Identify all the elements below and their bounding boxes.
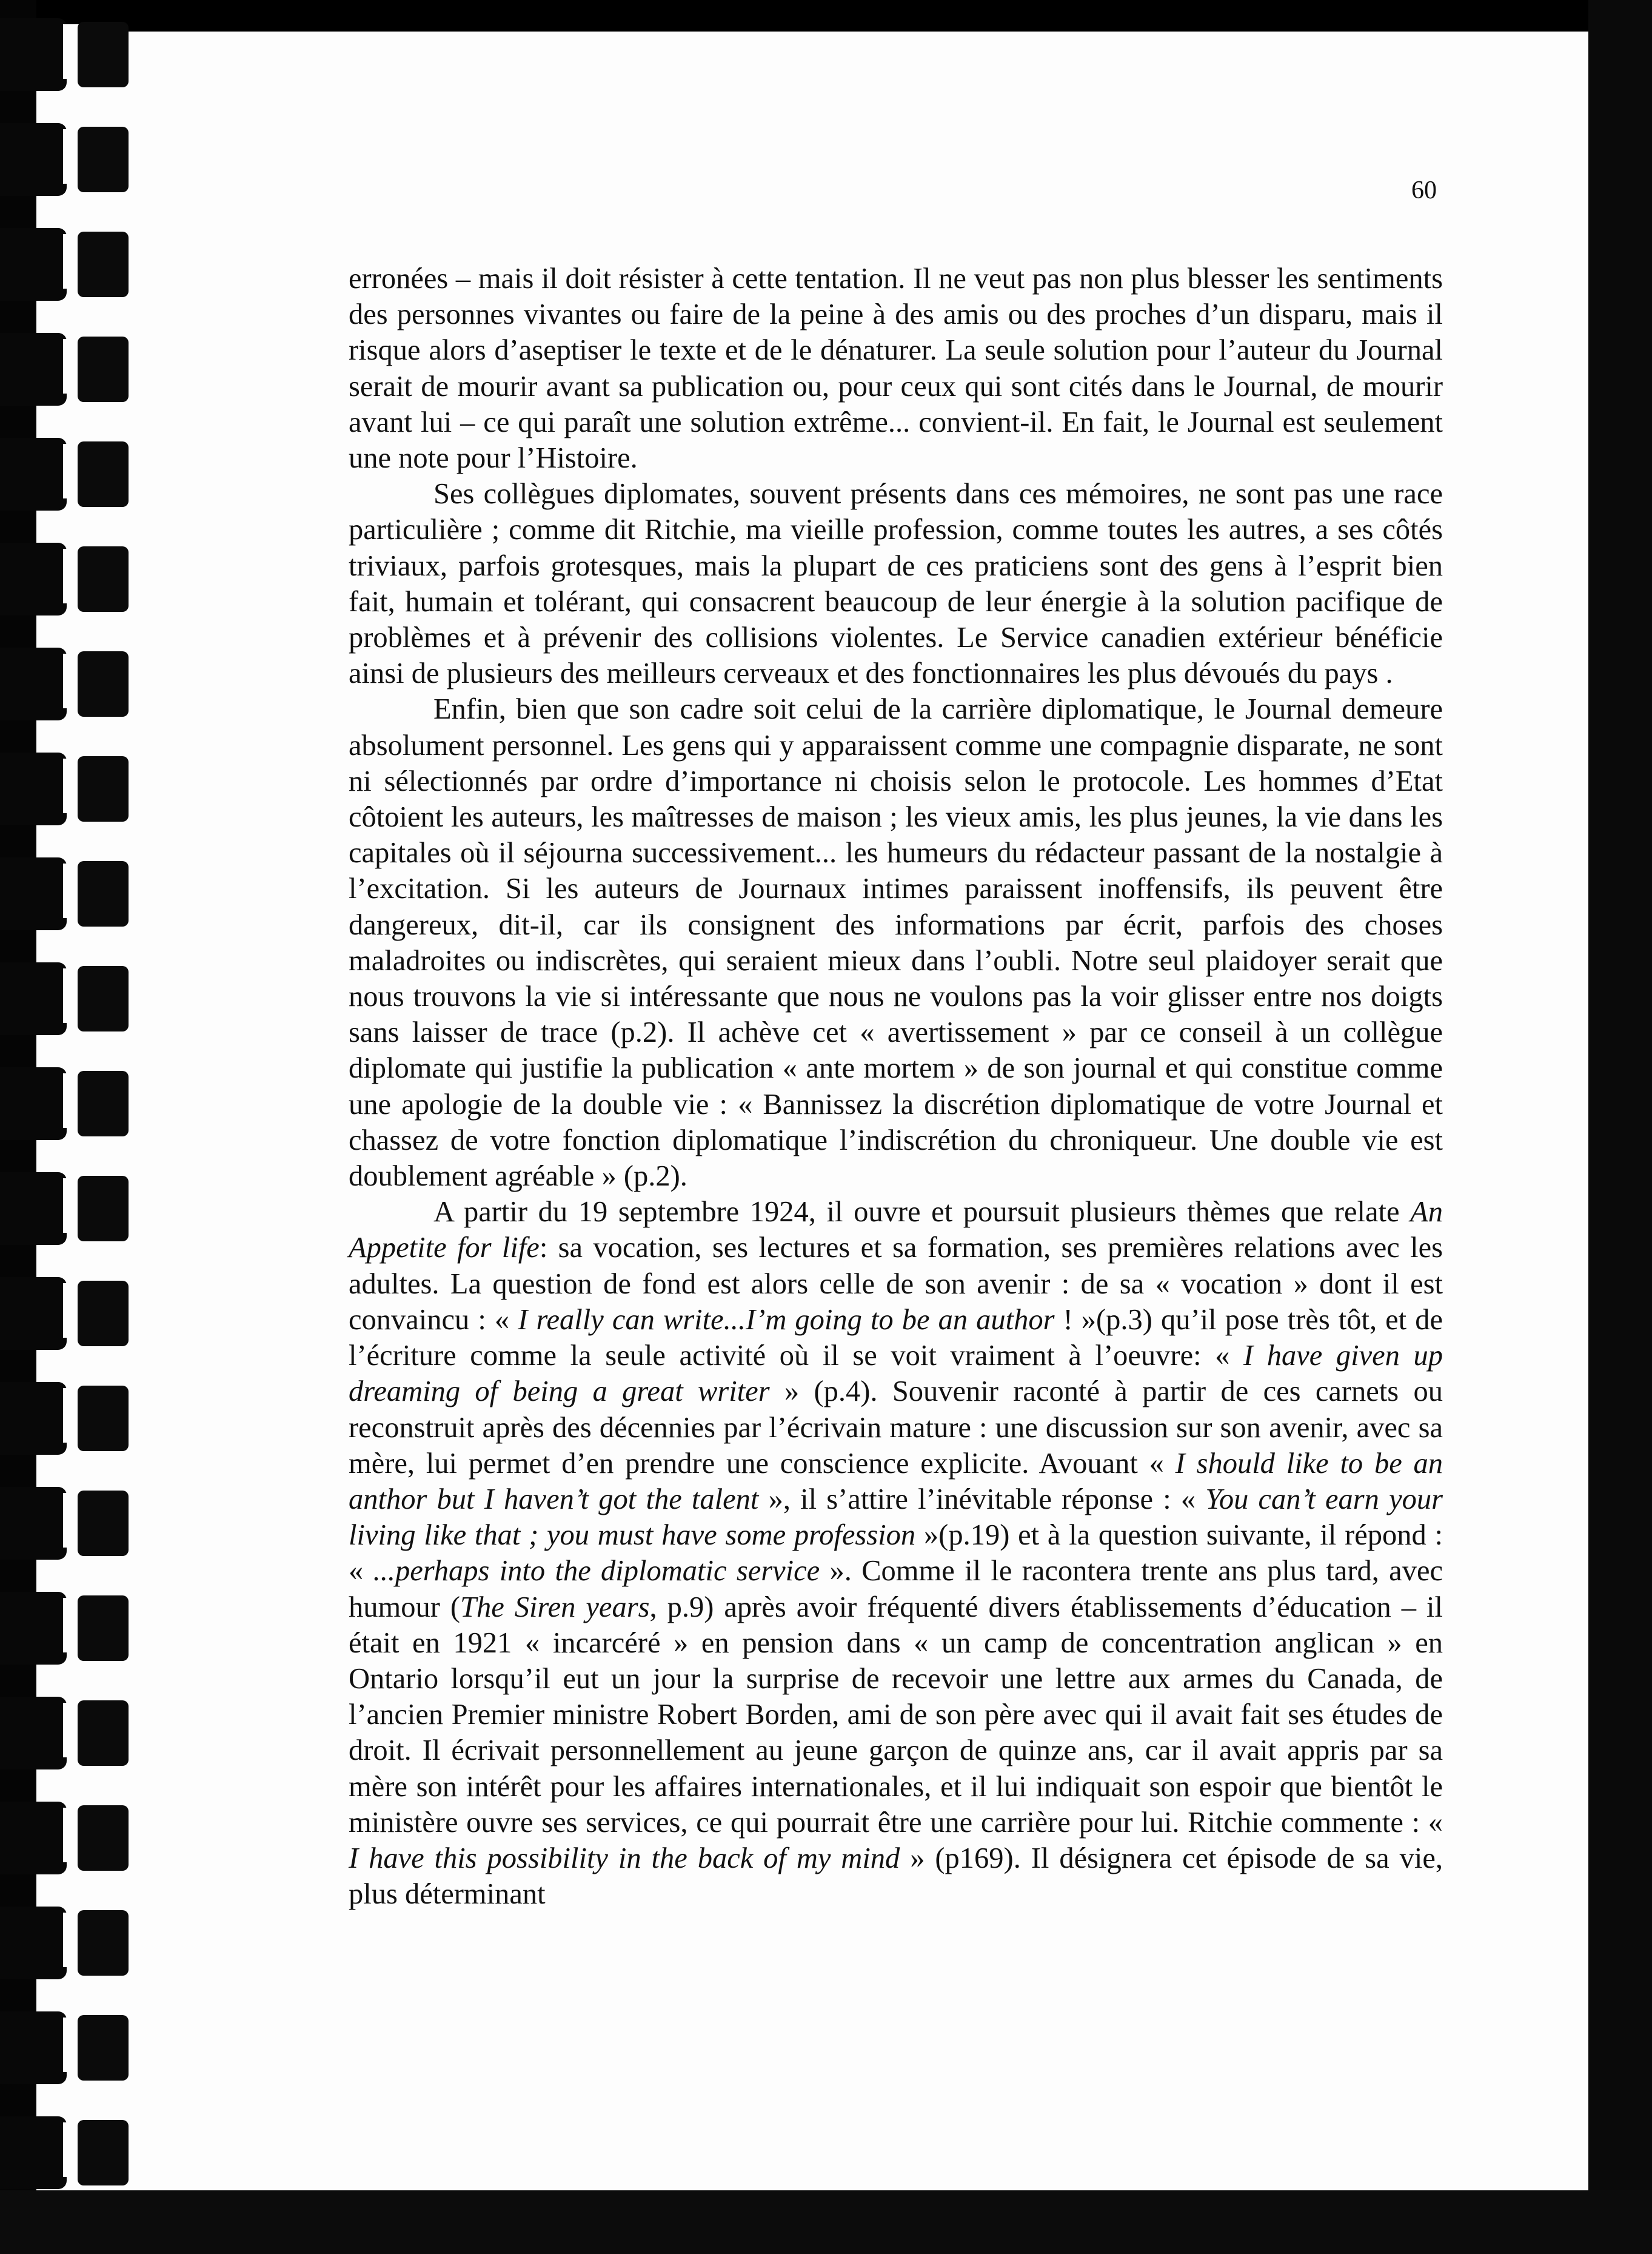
binding-ring-outer — [0, 543, 67, 615]
text-run: : sa vocation, ses lectures et sa formation, ses premières relations avec les adultes. La question de fond est alors celle de son avenir : de sa « vocation » dont il est convaincu : « — [349, 1232, 1443, 1336]
binding-ring-outer — [0, 2011, 67, 2084]
text-run: ! »(p.3) qu’il pose très tôt, et de l’écriture comme la seule activité où il se voit vraiment à l’oeuvre: « — [349, 1303, 1443, 1372]
binding-ring-inner — [78, 546, 129, 612]
binding-ring-inner — [78, 22, 129, 87]
scan-border-bottom — [0, 2190, 1652, 2254]
binding-ring-outer — [0, 857, 67, 930]
italic-quote: I should like to be an anthor but I haven’t got the talent — [349, 1447, 1443, 1515]
italic-quote: ...perhaps into the diplomatic service — [373, 1555, 820, 1588]
binding-ring-outer — [0, 1487, 67, 1560]
binding-ring-outer — [0, 1382, 67, 1455]
text-run: Enfin, bien que son cadre soit celui de la carrière diplomatique, le Journal demeure absolument personnel. Les gens qui y apparaissent comme une compagnie disparate, ne sont ni sélectionnés par ordre d’importance ni choisis selon le protocole. Les hommes d’Etat côtoient les auteurs, les maîtresses de maison ; les vieux amis, les plus jeunes, la vie dans les capitales où il séjourna successivement... les humeurs du rédacteur passant de la nostalgie à l’excitation. Si les auteurs de Journaux intimes paraissent inoffensifs, ils peuvent être dangereux, dit-il, car ils consignent des informations par écrit, parfois des choses maladroites ou indiscrètes, qui seraient mieux dans l’oubli. Notre seul plaidoyer serait que nous trouvons la vie si intéressante que nous ne voulons pas la voir glisser entre nos doigts sans laisser de trace (p.2). Il achève cet « avertissement » par ce conseil à un collègue diplomate qui justifie la publication « ante mortem » de son journal et qui constitue comme une apologie de la double vie : « Bannissez la discrétion diplomatique de votre Journal et chassez de votre fonction diplomatique l’indiscrétion du chroniqueur. Une double vie est doublement agréable » (p.2). — [349, 693, 1443, 1193]
binding-ring-inner — [78, 861, 129, 927]
binding-ring-outer — [0, 753, 67, 825]
page-number: 60 — [1411, 176, 1437, 204]
binding-ring-inner — [78, 1700, 129, 1766]
binding-ring-outer — [0, 1697, 67, 1769]
binding-ring-inner — [78, 1805, 129, 1871]
binding-ring-outer — [0, 1172, 67, 1245]
binding-ring-outer — [0, 962, 67, 1035]
binding-ring-outer — [0, 228, 67, 301]
binding-ring-inner — [78, 2015, 129, 2081]
body-text — [349, 261, 1443, 1912]
binding-ring-inner — [78, 441, 129, 507]
text-run: » (p169). Il désignera cet épisode de sa vie, plus déterminant — [349, 1842, 1443, 1911]
text-run: » (p.4). Souvenir raconté à partir de ces carnets ou reconstruit après des décennies par l’écrivain mature : une discussion sur son avenir, avec sa mère, lui permet d’en prendre une conscience explicite. Avouant « — [349, 1375, 1443, 1480]
binding-ring-inner — [78, 127, 129, 192]
binding-ring-outer — [0, 648, 67, 720]
binding-ring-outer — [0, 1067, 67, 1140]
binding-ring-outer — [0, 1802, 67, 1874]
italic-quote: I have this possibility in the back of my mind — [349, 1842, 900, 1874]
binding-ring-inner — [78, 966, 129, 1031]
italic-quote: An Appetite for life — [349, 1196, 1443, 1264]
binding-ring-inner — [78, 756, 129, 822]
binding-ring-inner — [78, 651, 129, 717]
italic-quote: You can’t earn your living like that ; you must have some profession — [349, 1483, 1443, 1552]
binding-ring-outer — [0, 2116, 67, 2189]
binding-ring-inner — [78, 1491, 129, 1556]
paragraph — [349, 261, 1443, 476]
binding-ring-outer — [0, 123, 67, 196]
paragraph — [349, 476, 1443, 691]
binding-ring-inner — [78, 1281, 129, 1346]
text-run: », il s’attire l’inévitable réponse : « — [758, 1483, 1206, 1515]
binding-ring-outer — [0, 1907, 67, 1979]
binding-ring-outer — [0, 1277, 67, 1350]
paragraph — [349, 1194, 1443, 1912]
text-run: Ses collègues diplomates, souvent présents dans ces mémoires, ne sont pas une race particulière ; comme dit Ritchie, ma vieille profession, comme toutes les autres, a ses côtés triviaux, parfois grotesques, mais la plupart de ces praticiens sont des gens à l’esprit bien fait, humain et tolérant, qui consacrent beaucoup de leur énergie à la solution pacifique de problèmes et à prévenir des collisions violentes. Le Service canadien extérieur bénéficie ainsi de plusieurs des meilleurs cerveaux et des fonctionnaires les plus dévoués du pays . — [349, 478, 1443, 690]
italic-quote: I really can write...I’m going to be an author — [518, 1303, 1055, 1336]
binding-ring-inner — [78, 2120, 129, 2185]
italic-quote: The Siren years — [460, 1591, 650, 1623]
text-run: erronées – mais il doit résister à cette tentation. Il ne veut pas non plus blesser les sentiments des personnes vivantes ou faire de la peine à des amis ou des proches d’un disparu, mais il risque alors d’aseptiser le texte et de le dénaturer. La seule solution pour l’auteur du Journal serait de mourir avant sa publication ou, pour ceux qui sont cités dans le Journal, de mourir avant lui – ce qui paraît une solution extrême... convient-il. En fait, le Journal est seulement une note pour l’Histoire. — [349, 263, 1443, 475]
binding-ring-outer — [0, 333, 67, 406]
binding-ring-outer — [0, 438, 67, 511]
spiral-binding — [0, 0, 158, 2254]
binding-ring-inner — [78, 337, 129, 402]
text-run: »(p.19) et à la question suivante, il répond : « — [349, 1519, 1443, 1588]
binding-ring-outer — [0, 18, 67, 91]
scan-border-right — [1588, 0, 1652, 2254]
text-run: ». Comme il le racontera trente ans plus tard, avec humour ( — [349, 1555, 1443, 1623]
binding-ring-inner — [78, 1176, 129, 1241]
italic-quote: I have given up dreaming of being a great writer — [349, 1340, 1443, 1408]
text-run: , p.9) après avoir fréquenté divers établissements d’éducation – il était en 1921 « incarcéré » en pension dans « un camp de concentration anglican » en Ontario lorsqu’il eut un jour la surprise de recevoir une lettre aux armes du Canada, de l’ancien Premier ministre Robert Borden, ami de son père avec qui il avait fait ses études de droit. Il écrivait personnellement au jeune garçon de quinze ans, car il avait appris par sa mère son intérêt pour les affaires internationales, et il lui indiquait son espoir que bientôt le ministère ouvre ses services, ce qui pourrait être une carrière pour lui. Ritchie commente : « — [349, 1591, 1443, 1839]
binding-ring-inner — [78, 232, 129, 297]
text-run: A partir du 19 septembre 1924, il ouvre et poursuit plusieurs thèmes que relate — [433, 1196, 1411, 1229]
binding-ring-outer — [0, 1592, 67, 1665]
paragraph — [349, 691, 1443, 1194]
binding-ring-inner — [78, 1595, 129, 1661]
binding-ring-inner — [78, 1910, 129, 1976]
binding-ring-inner — [78, 1071, 129, 1136]
binding-ring-inner — [78, 1386, 129, 1451]
